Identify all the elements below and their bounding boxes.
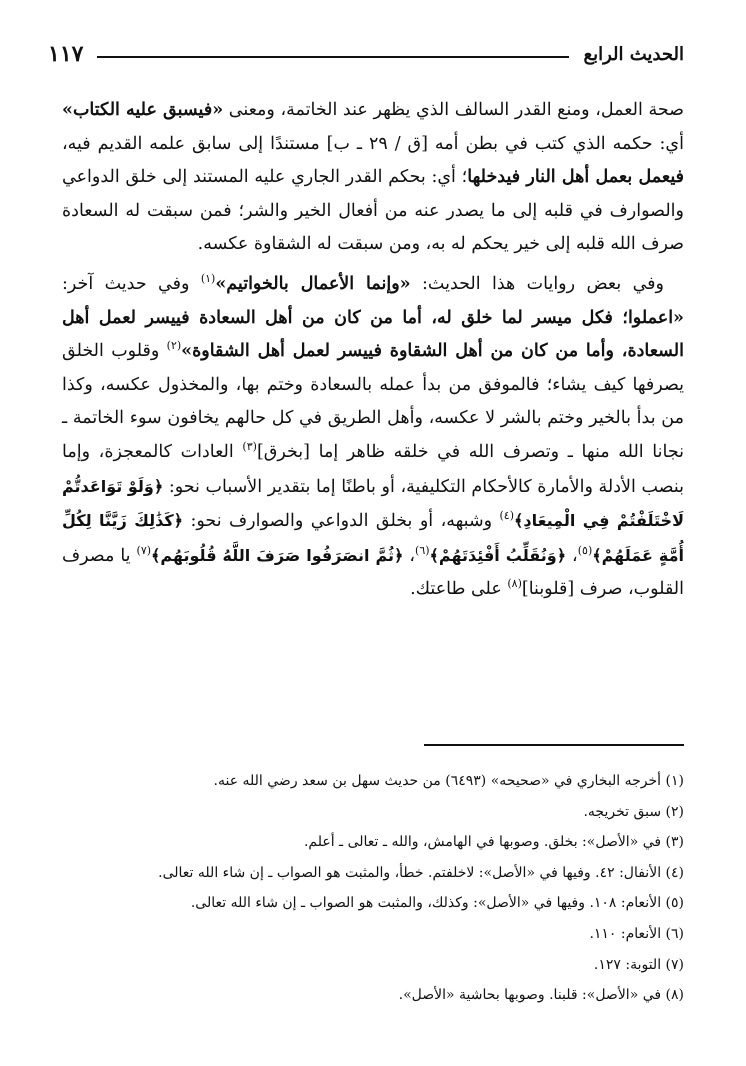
text-span: على طاعتك. [410,579,508,600]
page-header [48,36,684,72]
text-span: العادات كالمعجزة، وإما بنصب الأدلة والأمارة كالأحكام التكليفية، أو باطنًا إما بتقدير الأسباب نحو: [62,441,684,497]
quran-verse: ﴿وَلَوْ تَوَاعَدتُّمْ لَاخْتَلَفْتُمْ فِي الْمِيعَادِ﴾ [62,476,684,531]
footnote-separator [424,744,684,746]
paragraph-2 [62,268,684,607]
text-span: يا مصرف القلوب، صرف [قلوبنا] [62,545,684,600]
text-span: ، [403,545,416,566]
text-span: أي: حكمه الذي كتب في بطن أمه [ق / ٢٩ ـ ب] مستندًا إلى سابق علمه القديم فيه، [62,133,684,154]
footnotes [62,766,684,1011]
footnote-marker: (٢) [166,339,182,353]
quran-verse: ﴿ثُمَّ انصَرَفُوا صَرَفَ اللَّهُ قُلُوبَهُم﴾ [151,545,404,565]
footnote-marker: (٨) [507,577,522,591]
text-span: ، [566,545,578,566]
footnote-5: (٥) الأنعام: ١٠٨. وفيها في «الأصل»: وكذلك، والمثبت هو الصواب ـ إن شاء الله تعالى. [190,895,684,912]
text-span: صحة العمل، ومنع القدر السالف الذي يظهر عند الخاتمة، ومعنى [223,100,685,120]
hadith-quote: «اعملوا؛ فكل ميسر لما خلق له، أما من كان من أهل السعادة فييسر لعمل أهل السعادة، وأما من كان من أهل الشقاوة فييسر لعمل أهل الشقاوة» [62,307,684,362]
footnote-4: (٤) الأنفال: ٤٢. وفيها في «الأصل»: لاخلفتم. خطأ، والمثبت هو الصواب ـ إن شاء الله تعالى. [158,864,684,881]
main-text [62,94,684,607]
footnote-6: (٦) الأنعام: ١١٠. [589,925,684,942]
footnote-marker: (١) [200,271,216,285]
footnote-marker: (٥) [577,543,593,557]
running-title: الحديث الرابع [583,43,684,65]
footnote-marker: (٣) [242,439,257,453]
page-number: ١١٧ [48,41,84,67]
text-span: وشبهه، أو بخلق الدواعي والصوارف نحو: [183,511,500,532]
footnote-2: (٢) سبق تخريجه. [583,803,684,820]
quran-verse: ﴿كَذَٰلِكَ زَيَّنَّا لِكُلِّ أُمَّةٍ عَمَلَهُمْ﴾ [62,511,684,565]
hadith-quote: «فيسبق عليه الكتاب» [62,100,224,120]
footnote-1: (١) أخرجه البخاري في «صحيحه» (٦٤٩٣) من حديث سهل بن سعد رضي الله عنه. [213,773,684,789]
footnote-3: (٣) في «الأصل»: بخلق. وصوبها في الهامش، والله ـ تعالى ـ أعلم. [303,834,684,851]
footnote-7: (٧) التوبة: ١٢٧. [593,956,684,973]
hadith-quote: فيعمل بعمل أهل النار فيدخلها [467,167,684,188]
hadith-quote: «وإنما الأعمال بالخواتيم» [215,273,411,294]
header-rule [97,56,569,58]
text-span: ؛ أي: بحكم القدر الجاري عليه المستند إلى خلق الدواعي والصوارف في قلبه إلى ما يصدر عنه من أفعال الخير والشر؛ فمن سبقت له السعادة صرف الله قلبه إلى خير يحكم له به، ومن سبقت له الشقاوة عكسه. [62,167,684,255]
footnote-marker: (٤) [499,509,514,523]
footnote-marker: (٧) [136,543,152,557]
quran-verse: ﴿وَنُقَلِّبُ أَفْئِدَتَهُمْ﴾ [429,545,567,565]
text-span: وقلوب الخلق يصرفها كيف يشاء؛ فالموفق من بدأ عمله بالسعادة وختم بها، والمخذول عكسه، وكذا من بدأ بالخير وختم بالشر لا عكسه، وأهل الطريق في كل حالهم يخافون سوء الخاتمة ـ نجانا الله منها ـ وتصرف الله في خلقه ظاهر إما [بخرق] [62,341,684,462]
paragraph-1 [62,94,684,262]
text-span: وفي حديث آخر: [62,273,201,294]
text-span: وفي بعض روايات هذا الحديث: [410,273,664,294]
footnote-marker: (٦) [415,543,430,557]
footnote-8: (٨) في «الأصل»: قلبنا. وصوبها بحاشية «الأصل». [398,987,684,1004]
